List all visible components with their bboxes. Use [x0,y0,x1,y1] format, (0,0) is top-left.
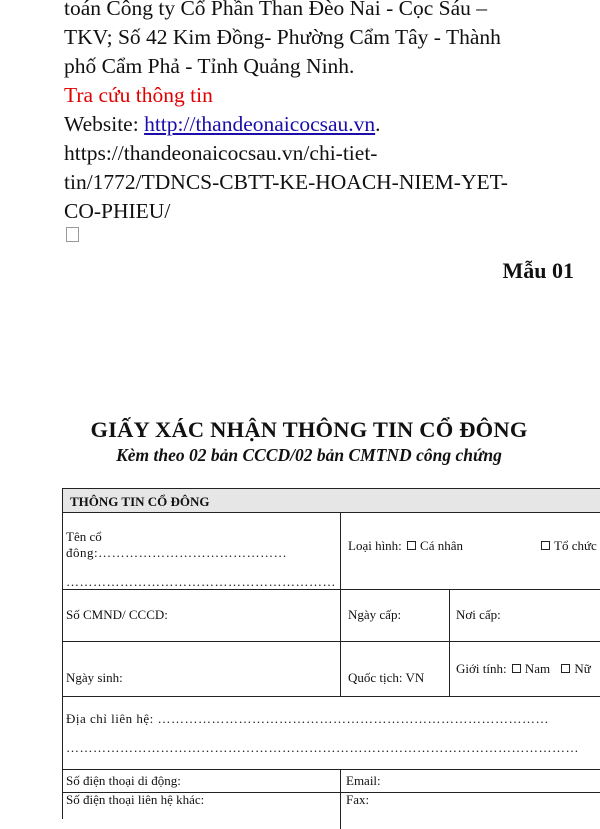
male-label: Nam [524,661,551,676]
form-title: GIẤY XÁC NHẬN THÔNG TIN CỔ ĐÔNG [90,417,528,442]
type-label [348,538,463,554]
row-divider [63,769,600,770]
org-label: Tổ chức [554,538,597,553]
issue-date-label[interactable]: Ngày cấp: [348,607,402,622]
mobile-phone-label[interactable]: Số điện thoại di động: [66,773,181,788]
email-label[interactable]: Email: [346,773,381,788]
url-line[interactable]: https://thandeonaicocsau.vn/chi-tiet- [64,141,378,165]
fax-label[interactable]: Fax: [346,792,370,807]
individual-label: Cá nhân [420,538,464,553]
gender-field [456,661,591,677]
website-suffix: . [375,112,381,136]
website-line [64,110,584,139]
column-divider [449,589,450,696]
dob-label[interactable]: Ngày sinh: [66,670,123,685]
shareholder-name-label: Tên cổ [66,529,102,544]
issue-place-label[interactable]: Nơi cấp: [456,607,501,622]
male-checkbox[interactable] [512,664,521,673]
column-divider [340,513,341,696]
url-line[interactable]: tin/1772/TDNCS-CBTT-KE-HOACH-NIEM-YET- [64,170,508,194]
url-line[interactable]: CO-PHIEU/ [64,199,171,223]
form-code: Mẫu 01 [502,258,574,283]
female-label: Nữ [574,661,591,676]
intro-line: phố Cẩm Phả - Tỉnh Quảng Ninh. [64,54,355,78]
form-subtitle: Kèm theo 02 bản CCCD/02 bản CMTND công chứng [116,445,502,465]
type-label-text: Loại hình: [348,538,402,553]
other-phone-label[interactable]: Số điện thoại liên hệ khác: [66,792,205,807]
address-field-2[interactable]: …………………………………………………………………………………………………… [66,740,579,755]
intro-line: toán Công ty Cổ Phần Than Đèo Nai - Cọc Sáu – [64,0,487,20]
missing-glyph-box [66,227,79,242]
individual-checkbox[interactable] [407,541,416,550]
website-prefix: Website: [64,112,145,136]
nationality-label[interactable]: Quốc tịch: VN [348,670,425,685]
row-divider [63,696,600,697]
org-option [539,538,597,554]
section-header: THÔNG TIN CỔ ĐÔNG [63,489,600,513]
address-field[interactable]: Địa chỉ liên hệ: …………………………………………………………………………… [66,711,550,726]
id-number-label[interactable]: Số CMND/ CCCD: [66,607,168,622]
row-divider [63,641,600,642]
column-divider [340,769,341,829]
org-checkbox[interactable] [541,541,550,550]
female-checkbox[interactable] [561,664,570,673]
shareholder-name-field[interactable]: đông:…………………………………… [66,545,288,560]
lookup-heading: Tra cứu thông tin [64,83,213,107]
gender-label: Giới tính: [456,661,507,676]
intro-paragraph [64,0,584,226]
website-link[interactable]: http://thandeonaicocsau.vn [144,112,376,136]
shareholder-info-form [62,488,600,819]
shareholder-name-field-2[interactable]: …………………………………………………… [66,574,336,589]
intro-line: TKV; Số 42 Kim Đồng- Phường Cẩm Tây - Thành [64,25,501,49]
